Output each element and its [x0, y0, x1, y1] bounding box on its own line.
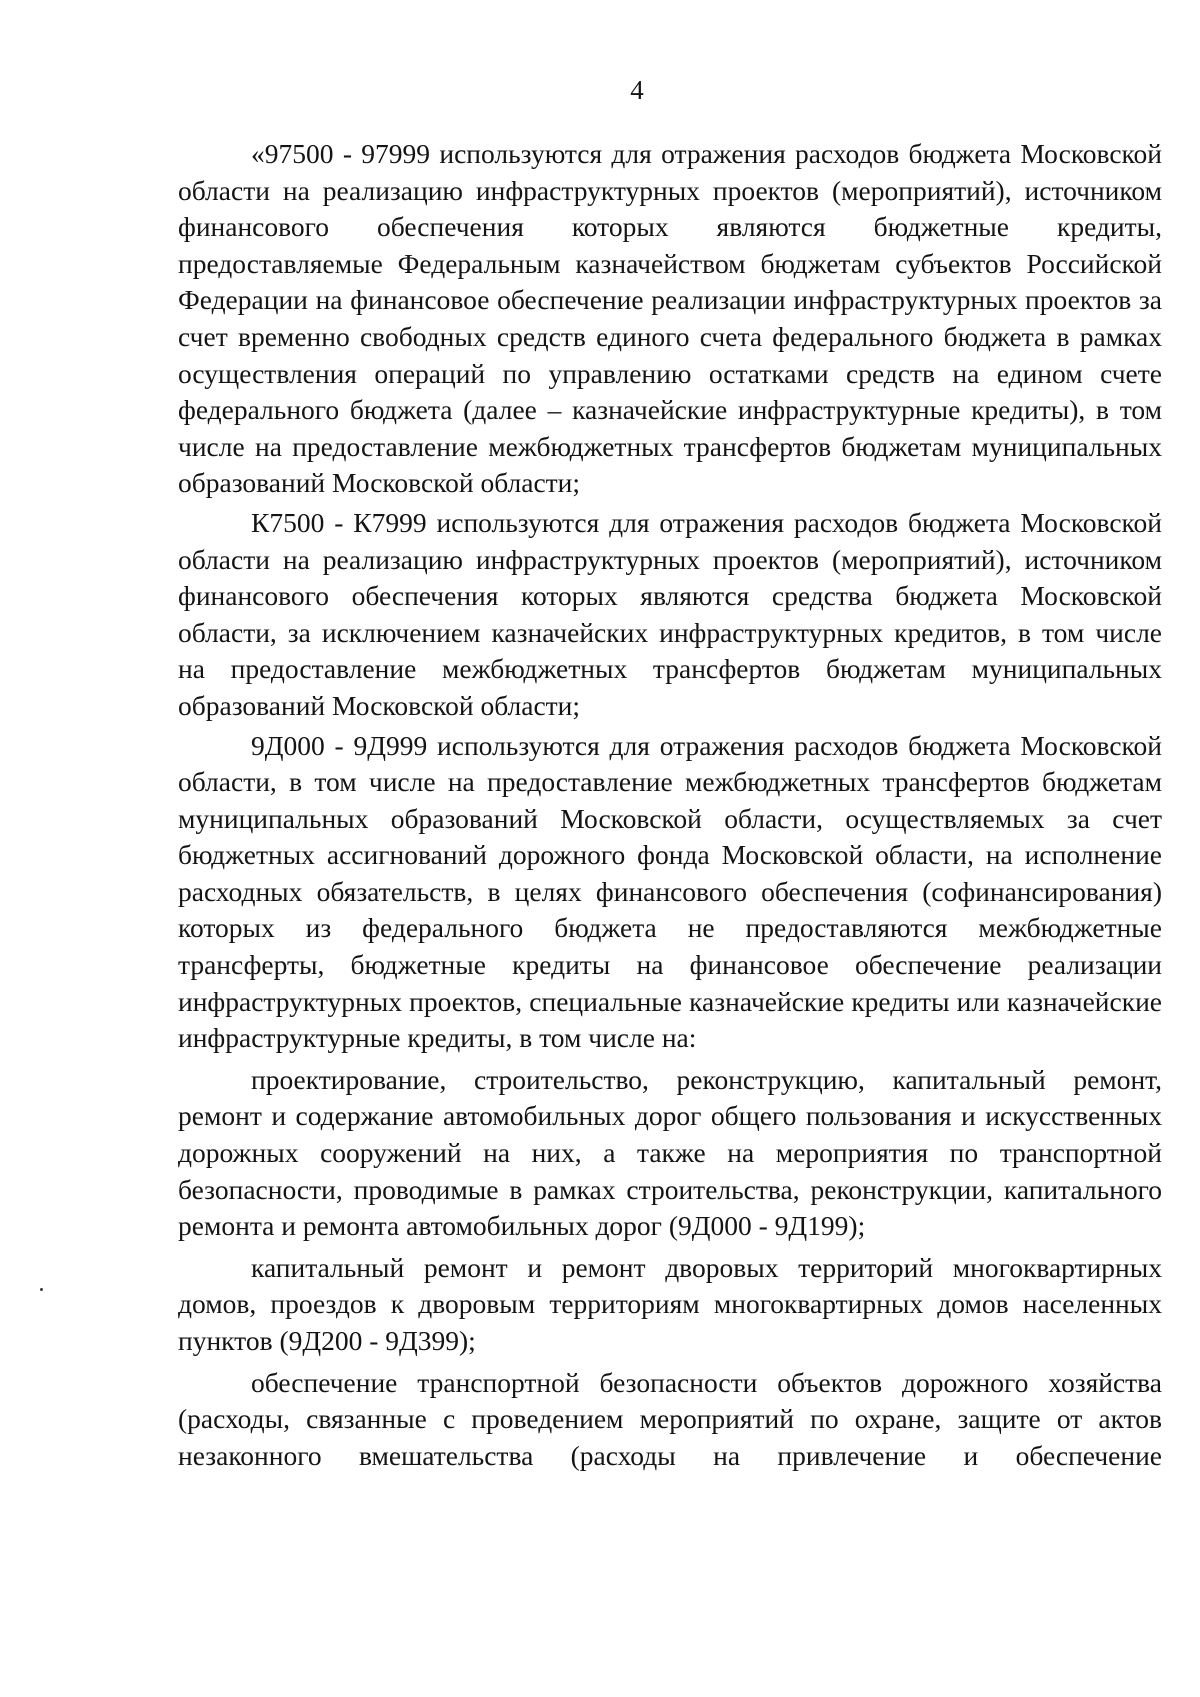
paragraph-road-design: проектирование, строительство, реконструкцию, капитальный ремонт, ремонт и содержание автомобильных дорог общего пользования и искусственных дорожных сооружений на них, а также на мероприятия по транспортной безопасности, проводимые в рамках строительства, реконструкции, капитального ремонта и ремонта автомобильных дорог (9Д000 - 9Д199);: [178, 1063, 1162, 1242]
page-number: 4: [630, 75, 644, 105]
scan-speck: [40, 1288, 43, 1291]
paragraph-transport-security: обеспечение транспортной безопасности объектов дорожного хозяйства (расходы, связанные с проведением мероприятий по охране, защите от актов незаконного вмешательства (расходы на привлечение и обеспечение: [178, 1366, 1162, 1471]
paragraph-9d000: 9Д000 - 9Д999 используются для отражения расходов бюджета Московской области, в том числе на предоставление межбюджетных трансфертов бюджетам муниципальных образований Московской области, осуществляемых за счет бюджетных ассигнований дорожного фонда Московской области, на исполнение расходных обязательств, в целях финансового обеспечения (софинансирования) которых из федерального бюджета не предоставляются межбюджетные трансферты, бюджетные кредиты на финансовое обеспечение реализации инфраструктурных проектов, специальные казначейские кредиты или казначейские инфраструктурные кредиты, в том числе на:: [178, 729, 1162, 1054]
paragraph-k7500: К7500 - К7999 используются для отражения расходов бюджета Московской области на реализацию инфраструктурных проектов (мероприятий), источником финансового обеспечения которых являются средства бюджета Московской области, за исключением казначейских инфраструктурных кредитов, в том числе на предоставление межбюджетных трансфертов бюджетам муниципальных образований Московской области;: [178, 506, 1162, 721]
paragraph-97500: «97500 - 97999 используются для отражения расходов бюджета Московской области на реализацию инфраструктурных проектов (мероприятий), источником финансового обеспечения которых являются бюджетные кредиты, предоставляемые Федеральным казначейством бюджетам субъектов Российской Федерации на финансовое обеспечение реализации инфраструктурных проектов за счет временно свободных средств единого счета федерального бюджета в рамках осуществления операций по управлению остатками средств на едином счете федерального бюджета (далее – казначейские инфраструктурные кредиты), в том числе на предоставление межбюджетных трансфертов бюджетам муниципальных образований Московской области;: [178, 138, 1162, 499]
document-body: [178, 136, 1162, 1477]
paragraph-courtyard-repair: капитальный ремонт и ремонт дворовых территорий многоквартирных домов, проездов к дворовым территориям многоквартирных домов населенных пунктов (9Д200 - 9Д399);: [178, 1251, 1162, 1356]
